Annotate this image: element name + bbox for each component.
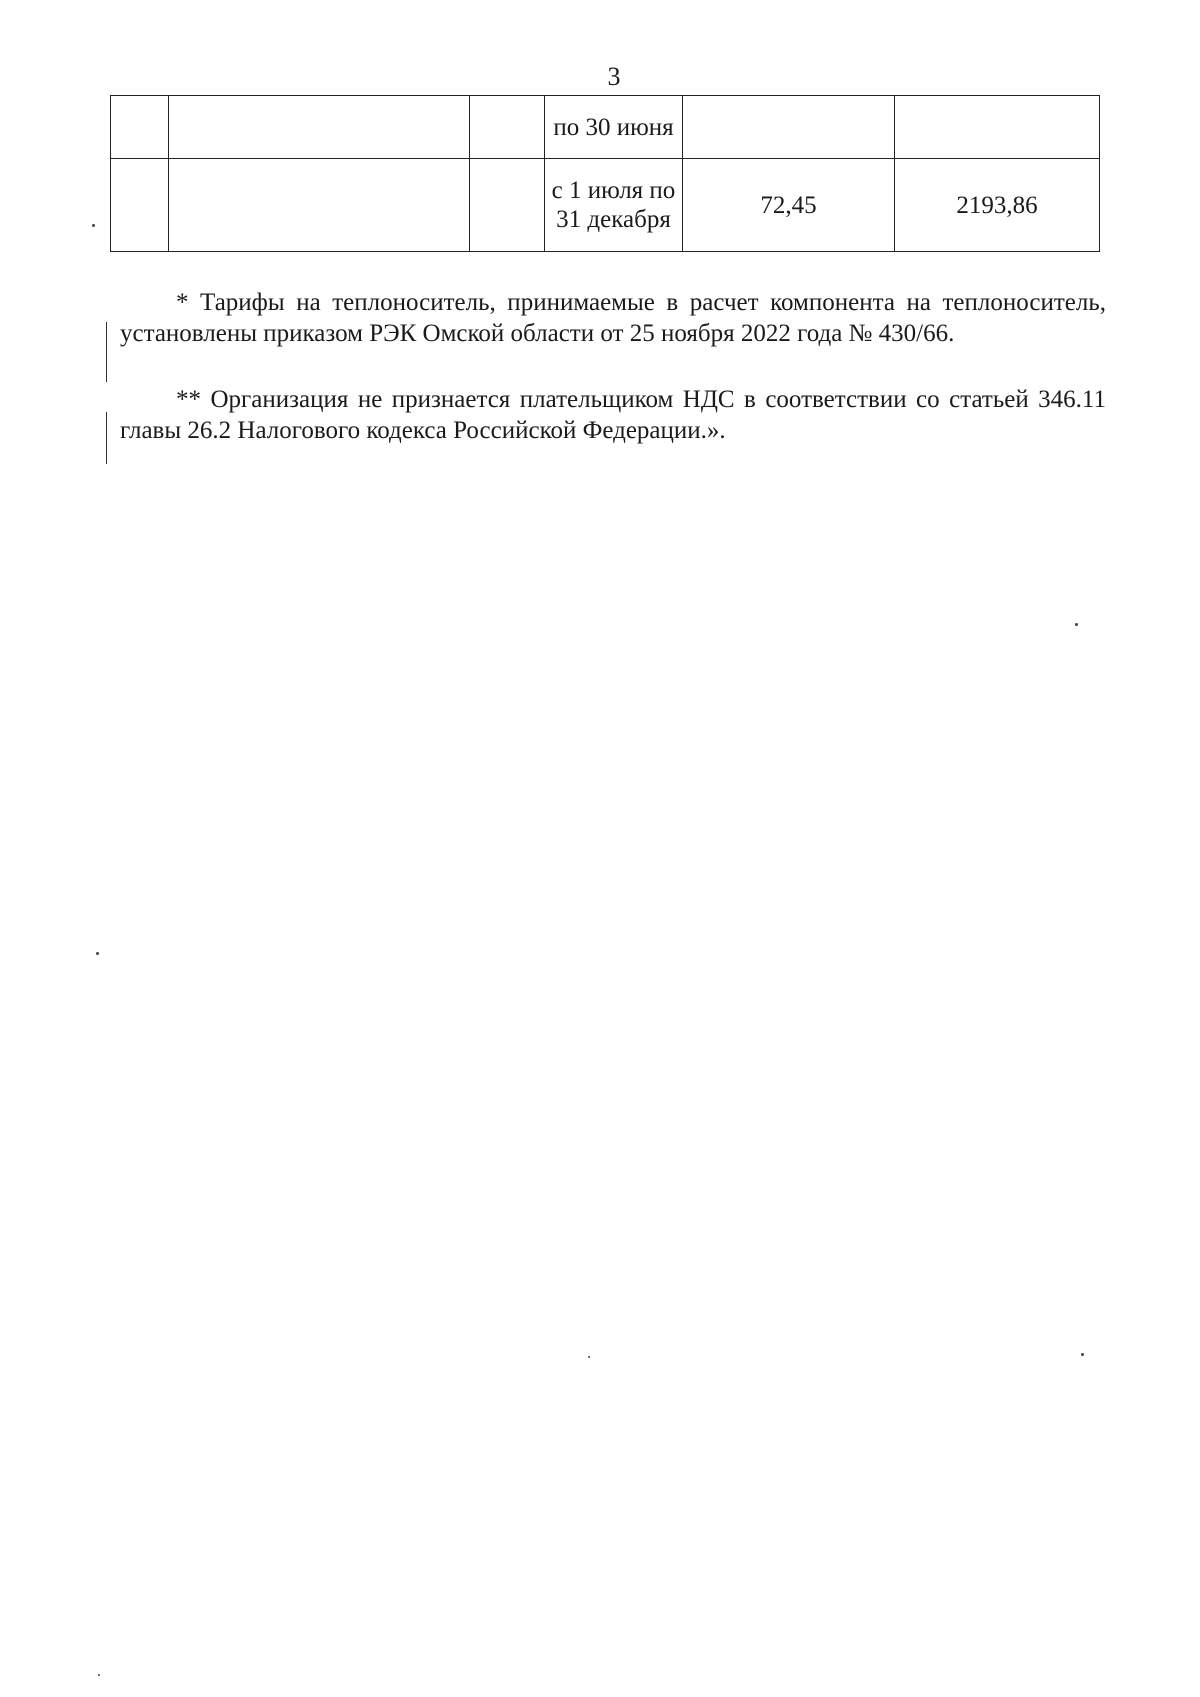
scan-speck bbox=[96, 952, 99, 955]
scan-speck bbox=[98, 1674, 100, 1676]
footnote-text: * Тарифы на теплоноситель, принимаемые в расчет компонента на теплоноситель, установлены приказом РЭК Омской области от 25 ноября 2022 года № 430/66. bbox=[120, 289, 1106, 347]
scan-speck bbox=[1075, 623, 1078, 626]
table-cell-number bbox=[111, 96, 169, 159]
table-cell-unit bbox=[470, 159, 545, 252]
page-number: 3 bbox=[607, 62, 621, 91]
table-cell-period: с 1 июля по 31 декабря bbox=[545, 159, 683, 252]
table-row bbox=[111, 96, 1100, 159]
table-cell-value-2: 2193,86 bbox=[895, 159, 1100, 252]
footnote-text: ** Организация не признается плательщиком НДС в соответствии со статьей 346.11 главы 26.2 Налогового кодекса Российской Федерации.». bbox=[120, 386, 1106, 444]
table-cell-unit bbox=[470, 96, 545, 159]
scan-speck bbox=[588, 1356, 590, 1358]
table-cell-period: по 30 июня bbox=[545, 96, 683, 159]
margin-mark bbox=[106, 412, 107, 464]
table-cell-value-1 bbox=[683, 96, 895, 159]
table-cell-value-2 bbox=[895, 96, 1100, 159]
table-cell-name bbox=[169, 159, 470, 252]
table-cell-number bbox=[111, 159, 169, 252]
scan-speck bbox=[92, 224, 95, 227]
table-cell-name bbox=[169, 96, 470, 159]
table-cell-value-1: 72,45 bbox=[683, 159, 895, 252]
margin-mark bbox=[106, 322, 107, 382]
footnote-tariffs bbox=[120, 287, 1106, 349]
tariff-table bbox=[110, 95, 1100, 252]
scan-speck bbox=[1081, 1353, 1084, 1356]
table-row bbox=[111, 159, 1100, 252]
footnote-vat bbox=[120, 384, 1106, 446]
